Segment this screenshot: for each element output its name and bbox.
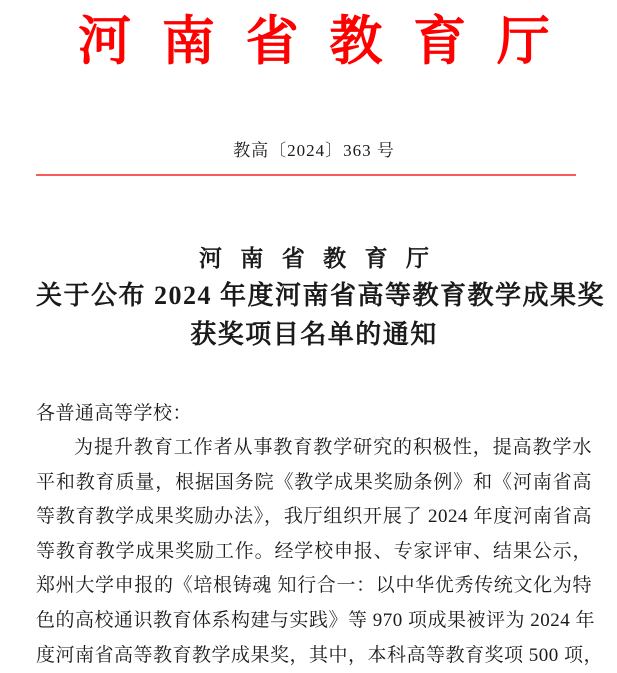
document-number: 教高〔2024〕363 号 (233, 141, 395, 160)
title-subject-line-2: 获奖项目名单的通知 (190, 320, 438, 349)
body-line: 郑州大学申报的《培根铸魂 知行合一：以中华优秀传统文化为特 (36, 575, 592, 597)
body-line: 色的高校通识教育体系构建与实践》等 970 项成果被评为 2024 年 (36, 609, 596, 631)
notice-title (36, 242, 606, 354)
red-divider-line (36, 174, 576, 176)
title-agency-line: 河南省教育厅 (198, 246, 448, 271)
body-line: 等教育教学成果奖励工作。经学校申报、专家评审、结果公示， (36, 540, 592, 562)
body-line: 等教育教学成果奖励办法》，我厅组织开展了 2024 年度河南省高 (36, 506, 592, 528)
salutation: 各普通高等学校： (36, 403, 193, 424)
title-subject-line-1: 关于公布 2024 年度河南省高等教育教学成果奖 (36, 281, 606, 310)
body-line: 平和教育质量，根据国务院《教学成果奖励条例》和《河南省高 (36, 471, 592, 493)
agency-letterhead: 河南省教育厅 (78, 13, 581, 71)
body-paragraph (36, 431, 604, 673)
body-line: 为提升教育工作者从事教育教学研究的积极性，提高教学水 (74, 437, 592, 458)
body-line: 度河南省高等教育教学成果奖，其中，本科高等教育奖项 500 项， (36, 644, 604, 666)
